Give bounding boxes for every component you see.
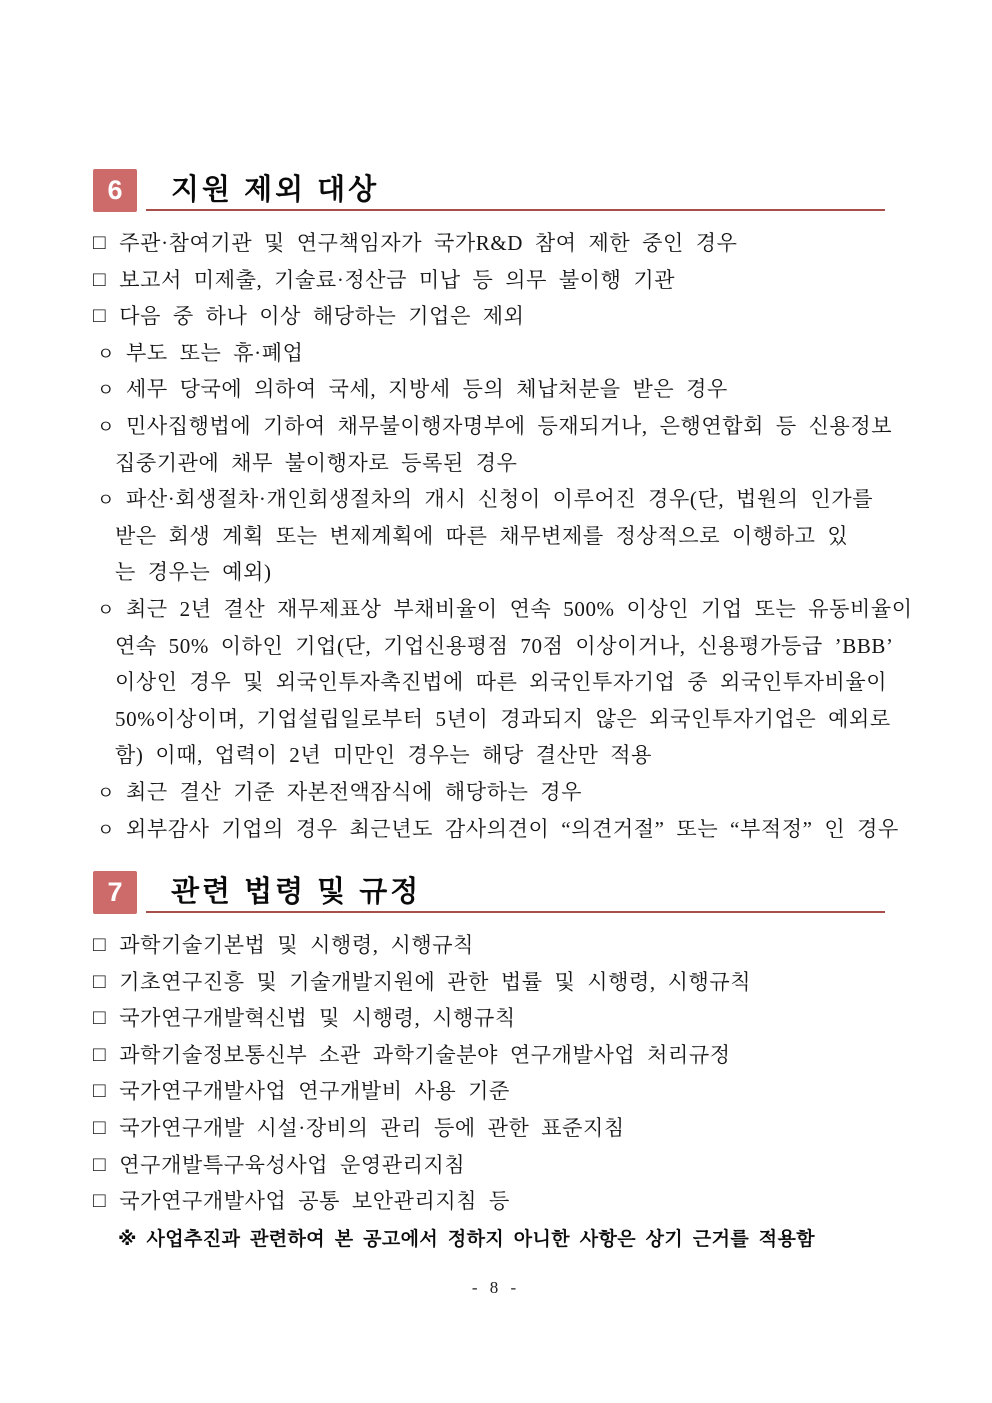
circle-bullet-icon: ㅇ [97, 490, 115, 511]
list-item-text: 부도 또는 휴·폐업 [126, 340, 304, 365]
list-item-text: 민사집행법에 기하여 채무불이행자명부에 등재되거나, 은행연합회 등 신용정보 [126, 413, 893, 438]
section-number-badge: 6 [93, 169, 137, 212]
list-item-text: 연속 50% 이하인 기업(단, 기업신용평점 70점 이상이거나, 신용평가등급 ’BBB’ [115, 633, 894, 658]
list-item [0, 225, 992, 262]
list-item-continuation [0, 664, 992, 701]
list-item-text: 과학기술정보통신부 소관 과학기술분야 연구개발사업 처리규정 [119, 1042, 731, 1067]
list-item-text: 국가연구개발혁신법 및 시행령, 시행규칙 [119, 1006, 516, 1031]
list-item-continuation [0, 701, 992, 738]
list-item-text: 집중기관에 채무 불이행자로 등록된 경우 [115, 450, 518, 475]
list-item-text: 국가연구개발사업 연구개발비 사용 기준 [119, 1079, 510, 1104]
list-item-continuation [0, 737, 992, 774]
section-underline [146, 209, 885, 211]
list-item-text: 다음 중 하나 이상 해당하는 기업은 제외 [119, 304, 525, 329]
list-item-text: 50%이상이며, 기업설립일로부터 5년이 경과되지 않은 외국인투자기업은 예외로 [115, 706, 891, 731]
list-item-text: 이상인 경우 및 외국인투자촉진법에 따른 외국인투자기업 중 외국인투자비율이 [115, 670, 888, 695]
list-item [0, 927, 992, 964]
list-item [0, 1037, 992, 1074]
section-title: 관련 법령 및 규정 [171, 876, 422, 908]
list-item-text: 파산·회생절차·개인회생절차의 개시 신청이 이루어진 경우(단, 법원의 인가를 [126, 487, 874, 512]
circle-bullet-icon: ㅇ [97, 416, 115, 437]
list-item-text: 외부감사 기업의 경우 최근년도 감사의견이 “의견거절” 또는 “부적정” 인 경우 [126, 816, 899, 841]
laws-list [0, 927, 992, 1257]
list-item [0, 335, 992, 372]
checkbox-icon: □ [93, 230, 107, 254]
list-item-continuation [0, 554, 992, 591]
circle-bullet-icon: ㅇ [97, 599, 115, 620]
checkbox-icon: □ [93, 1005, 107, 1030]
section-header [0, 169, 992, 215]
list-item [0, 1183, 992, 1220]
circle-bullet-icon: ㅇ [97, 782, 115, 803]
list-item [0, 1147, 992, 1184]
section-related-laws [0, 871, 992, 1257]
exclusion-list [0, 225, 992, 847]
list-item-text: 최근 2년 결산 재무제표상 부채비율이 연속 500% 이상인 기업 또는 유동비율이 [126, 596, 913, 621]
checkbox-icon: □ [93, 932, 107, 956]
list-item-text: 세무 당국에 의하여 국세, 지방세 등의 체납처분을 받은 경우 [126, 377, 728, 402]
list-item [0, 774, 992, 811]
checkbox-icon: □ [93, 1114, 107, 1139]
checkbox-icon: □ [93, 1078, 107, 1103]
section-header [0, 871, 992, 917]
checkbox-icon: □ [93, 968, 107, 993]
circle-bullet-icon: ㅇ [97, 380, 115, 401]
list-item-text: 최근 결산 기준 자본전액잠식에 해당하는 경우 [126, 779, 583, 804]
list-item-text: 함) 이때, 업력이 2년 미만인 경우는 해당 결산만 적용 [115, 743, 653, 768]
circle-bullet-icon: ㅇ [97, 819, 115, 840]
checkbox-icon: □ [93, 303, 107, 328]
list-item [0, 964, 992, 1001]
checkbox-icon: □ [93, 1188, 107, 1213]
list-item [0, 811, 992, 848]
checkbox-icon: □ [93, 266, 107, 291]
list-item-text: 연구개발특구육성사업 운영관리지침 [119, 1152, 466, 1177]
list-item [0, 1110, 992, 1147]
list-item-text: 국가연구개발 시설·장비의 관리 등에 관한 표준지침 [119, 1115, 625, 1140]
list-item [0, 1000, 992, 1037]
page-number: - 8 - [471, 1278, 521, 1297]
list-item-text: 주관·참여기관 및 연구책임자가 국가R&D 참여 제한 중인 경우 [119, 231, 738, 255]
list-item-text: 는 경우는 예외) [115, 560, 272, 585]
list-item-text: 기초연구진흥 및 기술개발지원에 관한 법률 및 시행령, 시행규칙 [119, 969, 752, 994]
list-item-text: 보고서 미제출, 기술료·정산금 미납 등 의무 불이행 기관 [119, 267, 676, 292]
section-title: 지원 제외 대상 [171, 174, 380, 206]
list-item [0, 591, 992, 628]
checkbox-icon: □ [93, 1151, 107, 1176]
list-item-text: 받은 회생 계획 또는 변제계획에 따른 채무변제를 정상적으로 이행하고 있 [115, 523, 849, 548]
section-number-badge: 7 [93, 871, 137, 914]
list-item [0, 481, 992, 518]
section-exclusion [0, 169, 992, 847]
list-item [0, 1073, 992, 1110]
list-item-text: 국가연구개발사업 공통 보안관리지침 등 [119, 1189, 510, 1214]
list-item [0, 298, 992, 335]
list-item [0, 408, 992, 445]
list-item-continuation [0, 628, 992, 665]
circle-bullet-icon: ㅇ [97, 343, 115, 364]
list-item-continuation [0, 445, 992, 482]
reference-note: ※ 사업추진과 관련하여 본 공고에서 정하지 아니한 사항은 상기 근거를 적용함 [118, 1228, 816, 1250]
list-item [0, 371, 992, 408]
checkbox-icon: □ [93, 1041, 107, 1066]
section-underline [146, 911, 885, 913]
list-item [0, 262, 992, 299]
list-item-continuation [0, 518, 992, 555]
list-item-text: 과학기술기본법 및 시행령, 시행규칙 [119, 933, 474, 957]
